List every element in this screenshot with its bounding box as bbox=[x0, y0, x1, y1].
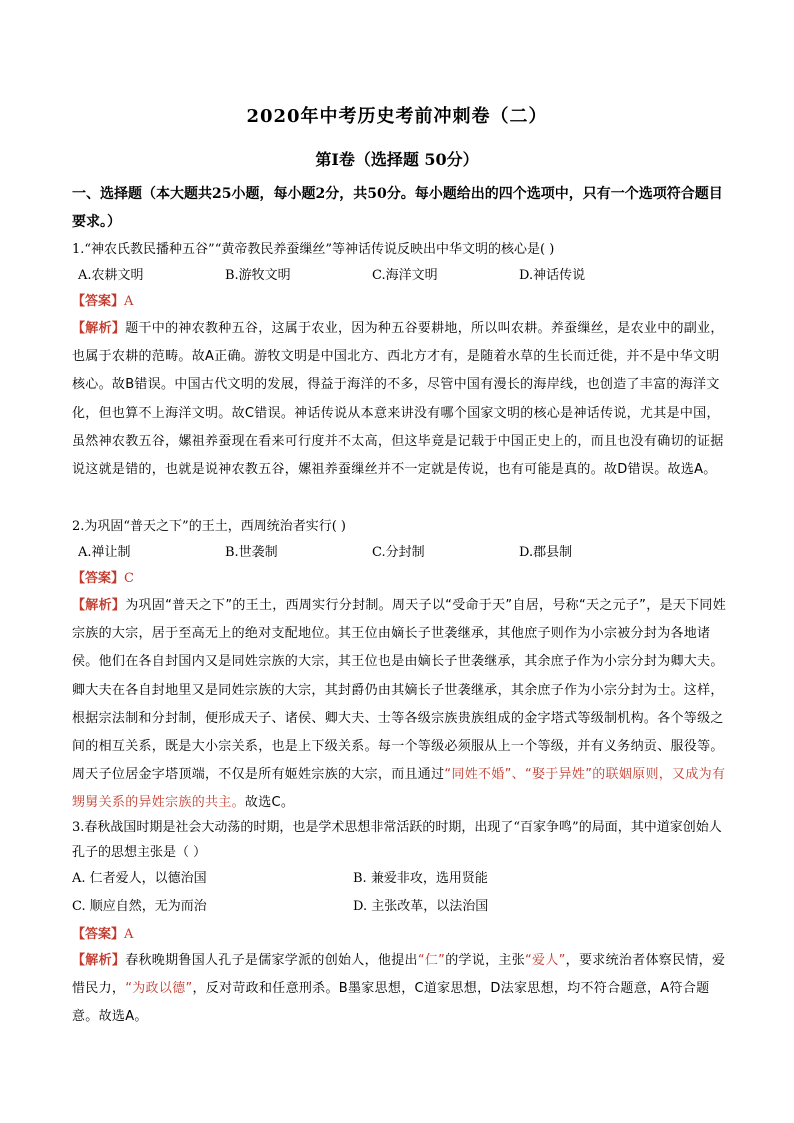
question-2-stem: 2.为巩固“普天之下”的王土，西周统治者实行( ) bbox=[72, 519, 346, 534]
answer-value: A bbox=[124, 927, 134, 942]
answer-tag: 【答案】 bbox=[72, 294, 125, 309]
answer-value: C bbox=[124, 571, 134, 586]
question-1-answer bbox=[72, 289, 133, 315]
question-3-options-row-1 bbox=[72, 866, 732, 892]
explanation-text: 题干中的神农教种五谷，这属于农业，因为种五谷要耕地，所以叫农耕。养蚕缫丝，是农业中的副业，也属于农耕的范畴。故A正确。游牧文明是中国北方、西北方才有，是随着水草的生长而迁徙，并不是中华文明核心。故B错误。中国古代文明的发展，得益于海洋的不多，尽管中国有漫长的海岸线，也创造了丰富的海洋文化，但也算不上海洋文明。故C错误。神话传说从本意来讲没有哪个国家文明的核心是神话传说，尤其是中国，虽然神农教五谷，嫘祖养蚕现在看来可行度并不太高，但这毕竟是记载于中国正史上的，而且也没有确切的证据说这就是错的，也就是说神农教五谷，嫘祖养蚕缫丝并不一定就是传说，也有可能是真的。故D错误。故选A。 bbox=[72, 321, 724, 478]
question-3-option-d: D. 主张改革，以法治国 bbox=[353, 899, 489, 914]
explanation-text: 的学说，主张 bbox=[445, 953, 525, 968]
answer-tag: 【答案】 bbox=[72, 927, 125, 942]
section-subtitle: 第Ⅰ卷（选择题 50分） bbox=[315, 150, 479, 169]
question-2-option-b: B.世袭制 bbox=[225, 545, 278, 560]
explanation-highlight: “为政以德” bbox=[125, 981, 193, 997]
explanation-text: 为巩固“普天之下”的王土，西周实行分封制。周天子以“受命于天”自居，号称“天之元子”，是天下同姓宗族的大宗，居于至高无上的绝对支配地位。其王位由嫡长子世袭继承，其他庶子则作为小宗被分封为各地诸侯。他们在各自封国内又是同姓宗族的大宗，其王位也是由嫡长子世袭继承，其余庶子作为小宗分封为卿大夫。卿大夫在各自封地里又是同姓宗族的大宗，其封爵仍由其嫡长子世袭继承，其余庶子作为小宗分封为士。这样，根据宗法制和分封制，便形成天子、诸侯、卿大夫、士等各级宗族贵族组成的金字塔式等级制机构。各个等级之间的相互关系，既是大小宗关系，也是上下级关系。每一个等级必须服从上一个等级，并有义务纳贡、服役等。周天子位居金字塔顶端，不仅是所有姬姓宗族的大宗，而且通过 bbox=[72, 598, 727, 783]
explanation-highlight: “同姓不婚”、“娶于异姓”的联姻原则，又成为有甥舅关系的异姓宗族的共主。 bbox=[72, 767, 726, 811]
question-3-explanation bbox=[72, 947, 728, 1032]
question-2-option-a: A.禅让制 bbox=[78, 545, 131, 560]
answer-tag: 【答案】 bbox=[72, 571, 125, 586]
question-1-options bbox=[78, 263, 738, 289]
question-2-options bbox=[78, 540, 738, 566]
section-heading: 一、选择题（本大题共25小题，每小题2分，共50分。每小题给出的四个选项中，只有一个选项符合题目要求。） bbox=[72, 186, 723, 230]
question-1-option-d: D.神话传说 bbox=[519, 268, 586, 283]
question-2-option-d: D.郡县制 bbox=[519, 545, 573, 560]
question-3-option-b: B. 兼爱非攻，选用贤能 bbox=[353, 871, 488, 886]
question-1-option-b: B.游牧文明 bbox=[225, 268, 291, 283]
explanation-text: 春秋晚期鲁国人孔子是儒家学派的创始人，他提出 bbox=[125, 953, 418, 968]
answer-value: A bbox=[124, 294, 134, 309]
page-title: 2020年中考历史考前冲刺卷（二） bbox=[246, 106, 548, 127]
question-3-stem: 3.春秋战国时期是社会大动荡的时期，也是学术思想非常活跃的时期，出现了“百家争鸣”的局面，其中道家创始人孔子的思想主张是（ ） bbox=[72, 820, 722, 860]
question-2-answer bbox=[72, 566, 134, 592]
explanation-highlight: “仁” bbox=[417, 953, 446, 968]
question-1-option-c: C.海洋文明 bbox=[372, 268, 438, 283]
explanation-text: ，要求统治者体察民情，爱惜民力， bbox=[72, 953, 726, 997]
explanation-text: ，反对苛政和任意刑杀。B墨家思想，C道家思想，D法家思想，均不符合题意，A符合题意。故选A。 bbox=[72, 981, 710, 1025]
question-3-options-row-2 bbox=[72, 894, 732, 920]
question-3-option-c: C. 顺应自然，无为而治 bbox=[72, 899, 207, 914]
question-3-answer bbox=[72, 922, 133, 948]
question-1-stem: 1.“神农氏教民播种五谷”“黄帝教民养蚕缫丝”等神话传说反映出中华文明的核心是( ) bbox=[72, 242, 555, 257]
question-2-option-c: C.分封制 bbox=[372, 545, 425, 560]
explain-tag: 【解析】 bbox=[72, 953, 126, 968]
explain-tag: 【解析】 bbox=[72, 321, 126, 336]
question-1-explanation bbox=[72, 315, 728, 484]
question-2-explanation bbox=[72, 592, 728, 818]
question-3-option-a: A. 仁者爱人，以德治国 bbox=[72, 871, 207, 886]
explanation-highlight: “爱人” bbox=[525, 953, 566, 968]
explanation-text: 故选C。 bbox=[244, 795, 295, 811]
question-1-option-a: A.农耕文明 bbox=[78, 268, 144, 283]
explain-tag: 【解析】 bbox=[72, 598, 126, 613]
